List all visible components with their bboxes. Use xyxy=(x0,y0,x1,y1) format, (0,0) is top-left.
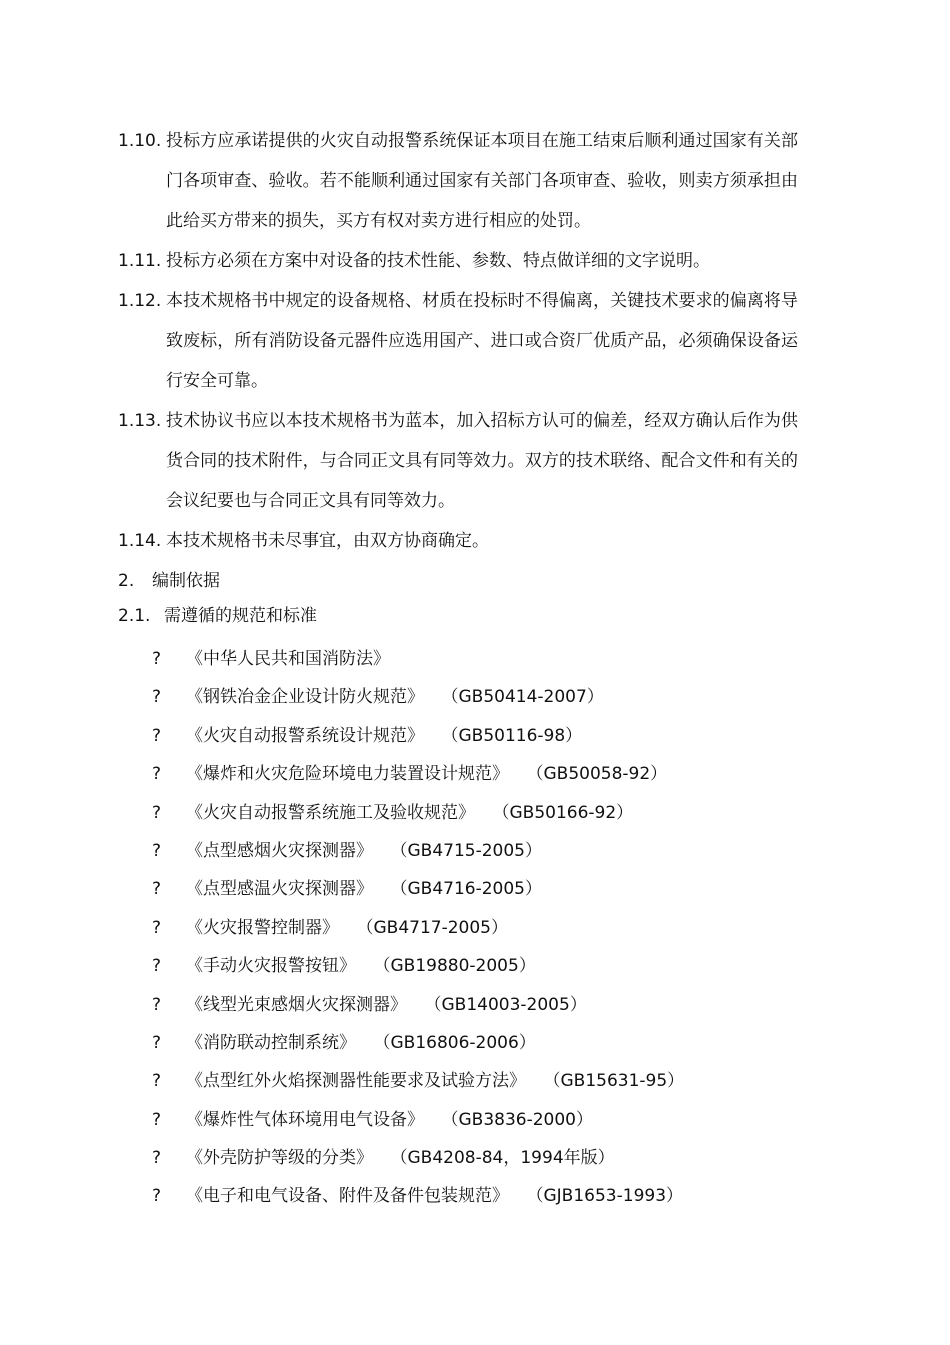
standard-item xyxy=(152,1184,812,1222)
standard-code: （GB19880-2005） xyxy=(382,956,536,977)
standard-code: （GJB1653-1993） xyxy=(535,1186,684,1207)
bullet-glyph: ? xyxy=(152,725,162,746)
standard-code: （GB4717-2005） xyxy=(365,917,508,938)
bullet-glyph: ? xyxy=(152,879,162,900)
standard-item xyxy=(152,801,812,839)
standard-title: 《点型红外火焰探测器性能要求及试验方法》 xyxy=(186,1071,526,1092)
standard-code: （GB4716-2005） xyxy=(399,879,542,900)
standards-list xyxy=(152,647,812,1223)
standard-code: （GB4208-84，1994年版） xyxy=(399,1148,615,1169)
section-heading-2-1 xyxy=(118,604,317,628)
standard-code: （GB50166-92） xyxy=(501,802,634,823)
standard-item xyxy=(152,839,812,877)
standard-item xyxy=(152,1031,812,1069)
standard-item xyxy=(152,916,812,954)
standard-code: （GB15631-95） xyxy=(552,1071,685,1092)
standard-code: （GB14003-2005） xyxy=(433,994,587,1015)
standard-title: 《爆炸和火灾危险环境电力装置设计规范》 xyxy=(186,764,509,785)
standard-title: 《手动火灾报警按钮》 xyxy=(186,956,356,977)
standard-item xyxy=(152,954,812,992)
standard-code: （GB4715-2005） xyxy=(399,840,542,861)
clause-number: 1.14. xyxy=(118,531,162,551)
standard-code: （GB16806-2006） xyxy=(382,1032,536,1053)
clause-text: 本技术规格书未尽事宜，由双方协商确定。 xyxy=(166,531,489,551)
standard-title: 《外壳防护等级的分类》 xyxy=(186,1148,373,1169)
bullet-glyph: ? xyxy=(152,994,162,1015)
standard-item xyxy=(152,762,812,800)
standard-title: 《电子和电气设备、附件及备件包装规范》 xyxy=(186,1186,509,1207)
bullet-glyph: ? xyxy=(152,764,162,785)
clause-1-13 xyxy=(118,401,798,521)
bullet-glyph: ? xyxy=(152,1148,162,1169)
standard-item xyxy=(152,1108,812,1146)
section-title: 编制依据 xyxy=(152,571,220,591)
clause-text: 投标方应承诺提供的火灾自动报警系统保证本项目在施工结束后顺利通过国家有关部门各项审查、验收。若不能顺利通过国家有关部门各项审查、验收，则卖方须承担由此给买方带来的损失，买方有权对卖方进行相应的处罚。 xyxy=(166,131,798,231)
standard-code: （GB3836-2000） xyxy=(450,1109,593,1130)
standard-item xyxy=(152,685,812,723)
standard-title: 《消防联动控制系统》 xyxy=(186,1032,356,1053)
clause-number: 1.10. xyxy=(118,131,162,151)
standard-title: 《钢铁冶金企业设计防火规范》 xyxy=(186,687,424,708)
clause-text: 技术协议书应以本技术规格书为蓝本，加入招标方认可的偏差，经双方确认后作为供货合同的技术附件，与合同正文具有同等效力。双方的技术联络、配合文件和有关的会议纪要也与合同正文具有同等效力。 xyxy=(166,411,798,511)
standard-title: 《爆炸性气体环境用电气设备》 xyxy=(186,1109,424,1130)
standard-title: 《点型感烟火灾探测器》 xyxy=(186,840,373,861)
standard-title: 《火灾自动报警系统设计规范》 xyxy=(186,725,424,746)
standard-item xyxy=(152,1146,812,1184)
standard-item xyxy=(152,993,812,1031)
bullet-glyph: ? xyxy=(152,917,162,938)
section-number: 2.1. xyxy=(118,606,151,626)
clause-text: 本技术规格书中规定的设备规格、材质在投标时不得偏离，关键技术要求的偏离将导致废标，所有消防设备元器件应选用国产、进口或合资厂优质产品，必须确保设备运行安全可靠。 xyxy=(166,291,798,391)
bullet-glyph: ? xyxy=(152,956,162,977)
standard-item xyxy=(152,724,812,762)
standard-code: （GB50058-92） xyxy=(535,764,668,785)
standard-title: 《火灾报警控制器》 xyxy=(186,917,339,938)
bullet-glyph: ? xyxy=(152,687,162,708)
bullet-glyph: ? xyxy=(152,649,162,669)
clause-1-12 xyxy=(118,281,798,401)
standard-item xyxy=(152,647,812,685)
standard-code: （GB50116-98） xyxy=(450,725,583,746)
bullet-glyph: ? xyxy=(152,1186,162,1207)
section-title: 需遵循的规范和标准 xyxy=(164,606,317,626)
bullet-glyph: ? xyxy=(152,1071,162,1092)
bullet-glyph: ? xyxy=(152,802,162,823)
section-number: 2. xyxy=(118,571,135,591)
bullet-glyph: ? xyxy=(152,840,162,861)
bullet-glyph: ? xyxy=(152,1032,162,1053)
standard-item xyxy=(152,1069,812,1107)
bullet-glyph: ? xyxy=(152,1109,162,1130)
clause-number: 1.12. xyxy=(118,291,162,311)
clause-1-14 xyxy=(118,521,798,561)
clause-number: 1.13. xyxy=(118,411,162,431)
standard-title: 《点型感温火灾探测器》 xyxy=(186,879,373,900)
standard-code: （GB50414-2007） xyxy=(450,687,604,708)
standard-item xyxy=(152,877,812,915)
section-heading-2 xyxy=(118,569,220,593)
standard-title: 《线型光束感烟火灾探测器》 xyxy=(186,994,407,1015)
clause-number: 1.11. xyxy=(118,251,162,271)
clause-text: 投标方必须在方案中对设备的技术性能、参数、特点做详细的文字说明。 xyxy=(166,251,710,271)
standard-title: 《火灾自动报警系统施工及验收规范》 xyxy=(186,802,475,823)
clause-1-11 xyxy=(118,241,798,281)
clause-1-10 xyxy=(118,121,798,241)
standard-title: 《中华人民共和国消防法》 xyxy=(186,649,390,669)
